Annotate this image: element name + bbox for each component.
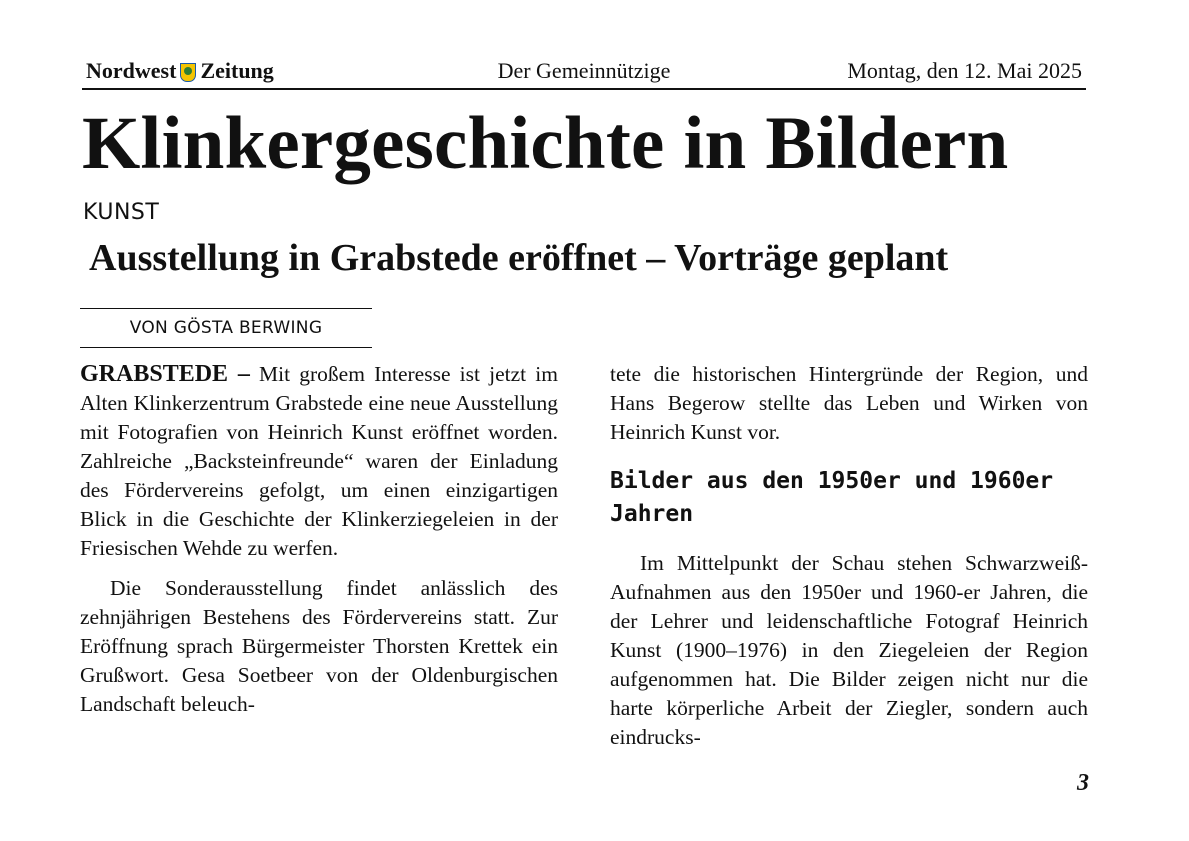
paragraph-1	[80, 360, 558, 563]
section-name: Der Gemeinnützige	[497, 58, 671, 83]
page-number: 3	[1077, 770, 1089, 796]
paragraph-2-part1: Die Sonderausstellung findet anlässlich des zehnjährigen Bestehens des Fördervereins statt. Zur Eröffnung sprach Bürgermeister Thorsten Krettek ein Grußwort. Gesa Soetbeer von der Oldenburgischen Landschaft beleuch-	[80, 576, 558, 716]
masthead	[82, 58, 1086, 90]
newspaper-name-right: Zeitung	[200, 58, 274, 83]
article-headline: Klinkergeschichte in Bildern	[82, 102, 1009, 185]
article-rubric: KUNST	[83, 200, 160, 225]
dateline: GRABSTEDE –	[80, 361, 250, 387]
section-heading: Bilder aus den 1950er und 1960er Jahren	[610, 468, 1054, 527]
article-subheadline: Ausstellung in Grabstede eröffnet – Vorträge geplant	[89, 237, 949, 279]
article-column-right	[610, 360, 1088, 763]
article-column-left	[80, 360, 558, 730]
newspaper-name-left: Nordwest	[86, 58, 177, 83]
byline: VON GÖSTA BERWING	[80, 308, 372, 348]
paragraph-2-part2: tete die historischen Hintergründe der Region, und Hans Begerow stellte das Leben und Wirken von Heinrich Kunst vor.	[610, 362, 1088, 444]
paragraph-1-text: Mit großem Interesse ist jetzt im Alten Klinkerzentrum Grabstede eine neue Ausstellung mit Fotografien von Heinrich Kunst eröffnet worden. Zahlreiche „Backsteinfreunde“ waren der Einladung des Fördervereins gefolgt, um einen einzigartigen Blick in die Geschichte der Klinkerziegeleien in der Friesischen Wehde zu werfen.	[80, 362, 559, 560]
paragraph-3: Im Mittelpunkt der Schau stehen Schwarzweiß-Aufnahmen aus den 1950er und 1960-er Jahren, die der Lehrer und leidenschaftliche Fotograf Heinrich Kunst (1900–1976) in den Ziegeleien der Region aufgenommen hat. Die Bilder zeigen nicht nur die harte körperliche Arbeit der Ziegler, sondern auch eindrucks-	[610, 551, 1088, 749]
issue-date: Montag, den 12. Mai 2025	[847, 58, 1082, 83]
